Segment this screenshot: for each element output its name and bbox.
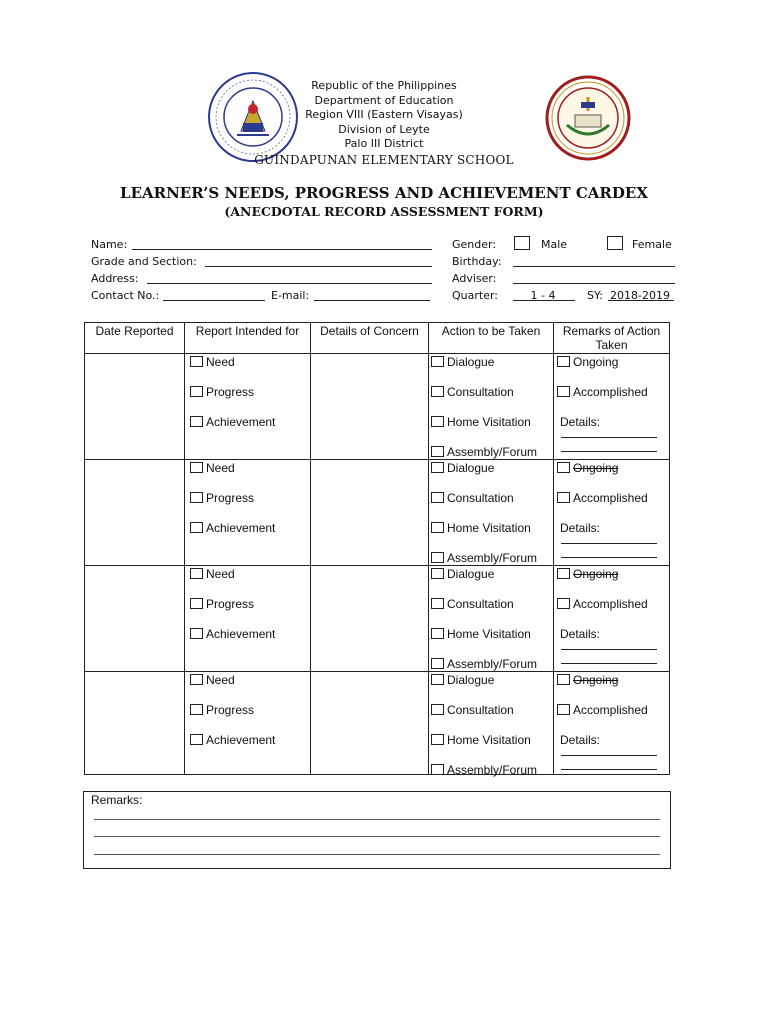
report-option[interactable] [190,521,275,535]
remark-option[interactable] [557,567,618,581]
school-name: GUINDAPUNAN ELEMENTARY SCHOOL [254,153,514,167]
action-option[interactable] [431,445,537,459]
checkbox[interactable] [190,492,203,503]
report-option[interactable] [190,673,235,687]
option-label: Accomplished [573,491,648,505]
checkbox[interactable] [557,674,570,685]
checkbox[interactable] [190,734,203,745]
details-label: Details: [560,733,601,747]
header-line: Republic of the Philippines [311,79,457,92]
details-label: Details: [560,521,601,535]
report-option[interactable] [190,733,275,747]
header-date-reported: Date Reported [95,324,174,338]
header-line: Division of Leyte [338,122,430,136]
name-field[interactable] [132,249,432,250]
option-label: Ongoing [573,567,619,581]
checkbox[interactable] [557,492,570,503]
remark-option[interactable] [557,597,648,611]
checkbox[interactable] [431,446,444,457]
female-checkbox[interactable] [607,236,623,250]
sy-value: 2018-2019 [610,289,670,302]
details-line[interactable] [561,663,657,664]
header-row-divider [85,353,669,354]
checkbox[interactable] [431,658,444,669]
action-option[interactable] [431,521,531,535]
option-label: Need [206,567,235,581]
option-label: Assembly/Forum [447,551,538,565]
action-option[interactable] [431,597,514,611]
report-option[interactable] [190,461,235,475]
birthday-field[interactable] [513,266,675,267]
action-option[interactable] [431,415,531,429]
remark-option[interactable] [557,673,618,687]
checkbox[interactable] [431,416,444,427]
option-label: Need [206,355,235,369]
option-label: Dialogue [447,673,495,687]
form-subtitle: (ANECDOTAL RECORD ASSESSMENT FORM) [224,204,544,219]
option-label: Ongoing [573,355,619,369]
remark-option[interactable] [557,491,648,505]
option-label: Consultation [447,385,514,399]
checkbox[interactable] [190,628,203,639]
report-option[interactable] [190,491,254,505]
grade-section-field[interactable] [205,266,432,267]
details-label: Details: [560,415,601,429]
column-divider [553,323,554,774]
report-option[interactable] [190,415,275,429]
checkbox[interactable] [431,552,444,563]
option-label: Progress [206,491,255,505]
remark-option[interactable] [557,461,618,475]
cardex-table [84,322,670,775]
checkbox[interactable] [557,462,570,473]
male-label: Male [541,238,568,251]
checkbox[interactable] [557,568,570,579]
checkbox[interactable] [431,462,444,473]
checkbox[interactable] [190,416,203,427]
action-option[interactable] [431,551,537,565]
option-label: Dialogue [447,355,495,369]
gender-label: Gender: [452,238,497,251]
row-divider [85,565,669,566]
checkbox[interactable] [431,764,444,775]
action-option[interactable] [431,657,537,671]
remark-option[interactable] [557,355,618,369]
grade-section-label: Grade and Section: [91,255,197,268]
option-label: Progress [206,703,255,717]
email-label: E-mail: [271,289,310,302]
checkbox[interactable] [431,522,444,533]
checkbox[interactable] [190,522,203,533]
option-label: Achievement [206,733,276,747]
sy-label: SY: [587,289,603,302]
quarter-label: Quarter: [452,289,499,302]
checkbox[interactable] [431,598,444,609]
column-divider [310,323,311,774]
action-option[interactable] [431,703,514,717]
option-label: Consultation [447,597,514,611]
remark-option[interactable] [557,703,648,717]
sy-field[interactable] [608,300,674,301]
option-label: Dialogue [447,567,495,581]
checkbox[interactable] [431,386,444,397]
option-label: Assembly/Forum [447,445,538,459]
checkbox[interactable] [190,462,203,473]
column-divider [428,323,429,774]
remarks-line[interactable] [94,819,660,820]
report-option[interactable] [190,627,275,641]
remarks-box [83,791,671,869]
header-line: Region VIII (Eastern Visayas) [305,108,463,121]
checkbox[interactable] [431,734,444,745]
details-line[interactable] [561,755,657,756]
option-label: Home Visitation [447,627,531,641]
option-label: Achievement [206,521,276,535]
option-label: Achievement [206,627,276,641]
option-label: Accomplished [573,385,648,399]
checkbox[interactable] [557,386,570,397]
checkbox[interactable] [190,356,203,367]
checkbox[interactable] [190,704,203,715]
action-option[interactable] [431,461,494,475]
checkbox[interactable] [431,628,444,639]
header-details-concern: Details of Concern [320,324,419,338]
option-label: Accomplished [573,703,648,717]
checkbox[interactable] [190,674,203,685]
header-line: Department of Education [314,93,454,107]
checkbox[interactable] [431,704,444,715]
birthday-label: Birthday: [452,255,502,268]
school-logo-icon [545,75,631,161]
checkbox[interactable] [557,704,570,715]
report-option[interactable] [190,703,254,717]
header-action-taken: Action to be Taken [441,324,541,338]
option-label: Assembly/Forum [447,657,538,671]
address-field[interactable] [147,283,432,284]
option-label: Progress [206,597,255,611]
option-label: Assembly/Forum [447,763,538,777]
checkbox[interactable] [190,386,203,397]
checkbox[interactable] [431,492,444,503]
action-option[interactable] [431,491,514,505]
header-line: Palo III District [344,137,424,150]
header-report-intended: Report Intended for [195,324,300,338]
address-label: Address: [91,272,139,285]
adviser-field[interactable] [513,283,675,284]
quarter-value: 1 - 4 [530,289,556,302]
checkbox[interactable] [431,674,444,685]
details-line[interactable] [561,437,657,438]
remarks-label: Remarks: [91,793,143,807]
action-option[interactable] [431,673,494,687]
details-line[interactable] [561,451,657,452]
name-label: Name: [91,238,128,251]
action-option[interactable] [431,733,531,747]
row-divider [85,671,669,672]
remarks-line[interactable] [94,836,660,837]
contact-field[interactable] [163,300,265,301]
option-label: Ongoing [573,673,619,687]
row-divider [85,459,669,460]
details-label: Details: [560,627,601,641]
quarter-field[interactable] [513,300,575,301]
option-label: Consultation [447,703,514,717]
email-field[interactable] [314,300,430,301]
report-option[interactable] [190,597,254,611]
option-label: Home Visitation [447,521,531,535]
report-option[interactable] [190,385,254,399]
option-label: Need [206,461,235,475]
option-label: Need [206,673,235,687]
contact-label: Contact No.: [91,289,160,302]
action-option[interactable] [431,627,531,641]
form-title: LEARNER’S NEEDS, PROGRESS AND ACHIEVEMENT CARDEX [120,184,648,202]
report-option[interactable] [190,567,235,581]
option-label: Accomplished [573,597,648,611]
column-divider [184,323,185,774]
option-label: Ongoing [573,461,619,475]
details-line[interactable] [561,769,657,770]
option-label: Home Visitation [447,415,531,429]
header-lines [234,79,534,152]
checkbox[interactable] [190,598,203,609]
remark-option[interactable] [557,385,648,399]
details-line[interactable] [561,557,657,558]
checkbox[interactable] [557,356,570,367]
action-option[interactable] [431,385,514,399]
option-label: Progress [206,385,255,399]
action-option[interactable] [431,763,537,777]
details-line[interactable] [561,543,657,544]
checkbox[interactable] [557,598,570,609]
adviser-label: Adviser: [452,272,497,285]
details-line[interactable] [561,649,657,650]
checkbox[interactable] [431,356,444,367]
remarks-line[interactable] [94,854,660,855]
option-label: Achievement [206,415,276,429]
female-label: Female [632,238,672,251]
checkbox[interactable] [431,568,444,579]
report-option[interactable] [190,355,235,369]
option-label: Home Visitation [447,733,531,747]
checkbox[interactable] [190,568,203,579]
action-option[interactable] [431,567,494,581]
header-remarks-action: Remarks of Action Taken [562,324,661,352]
option-label: Consultation [447,491,514,505]
action-option[interactable] [431,355,494,369]
option-label: Dialogue [447,461,495,475]
male-checkbox[interactable] [514,236,530,250]
